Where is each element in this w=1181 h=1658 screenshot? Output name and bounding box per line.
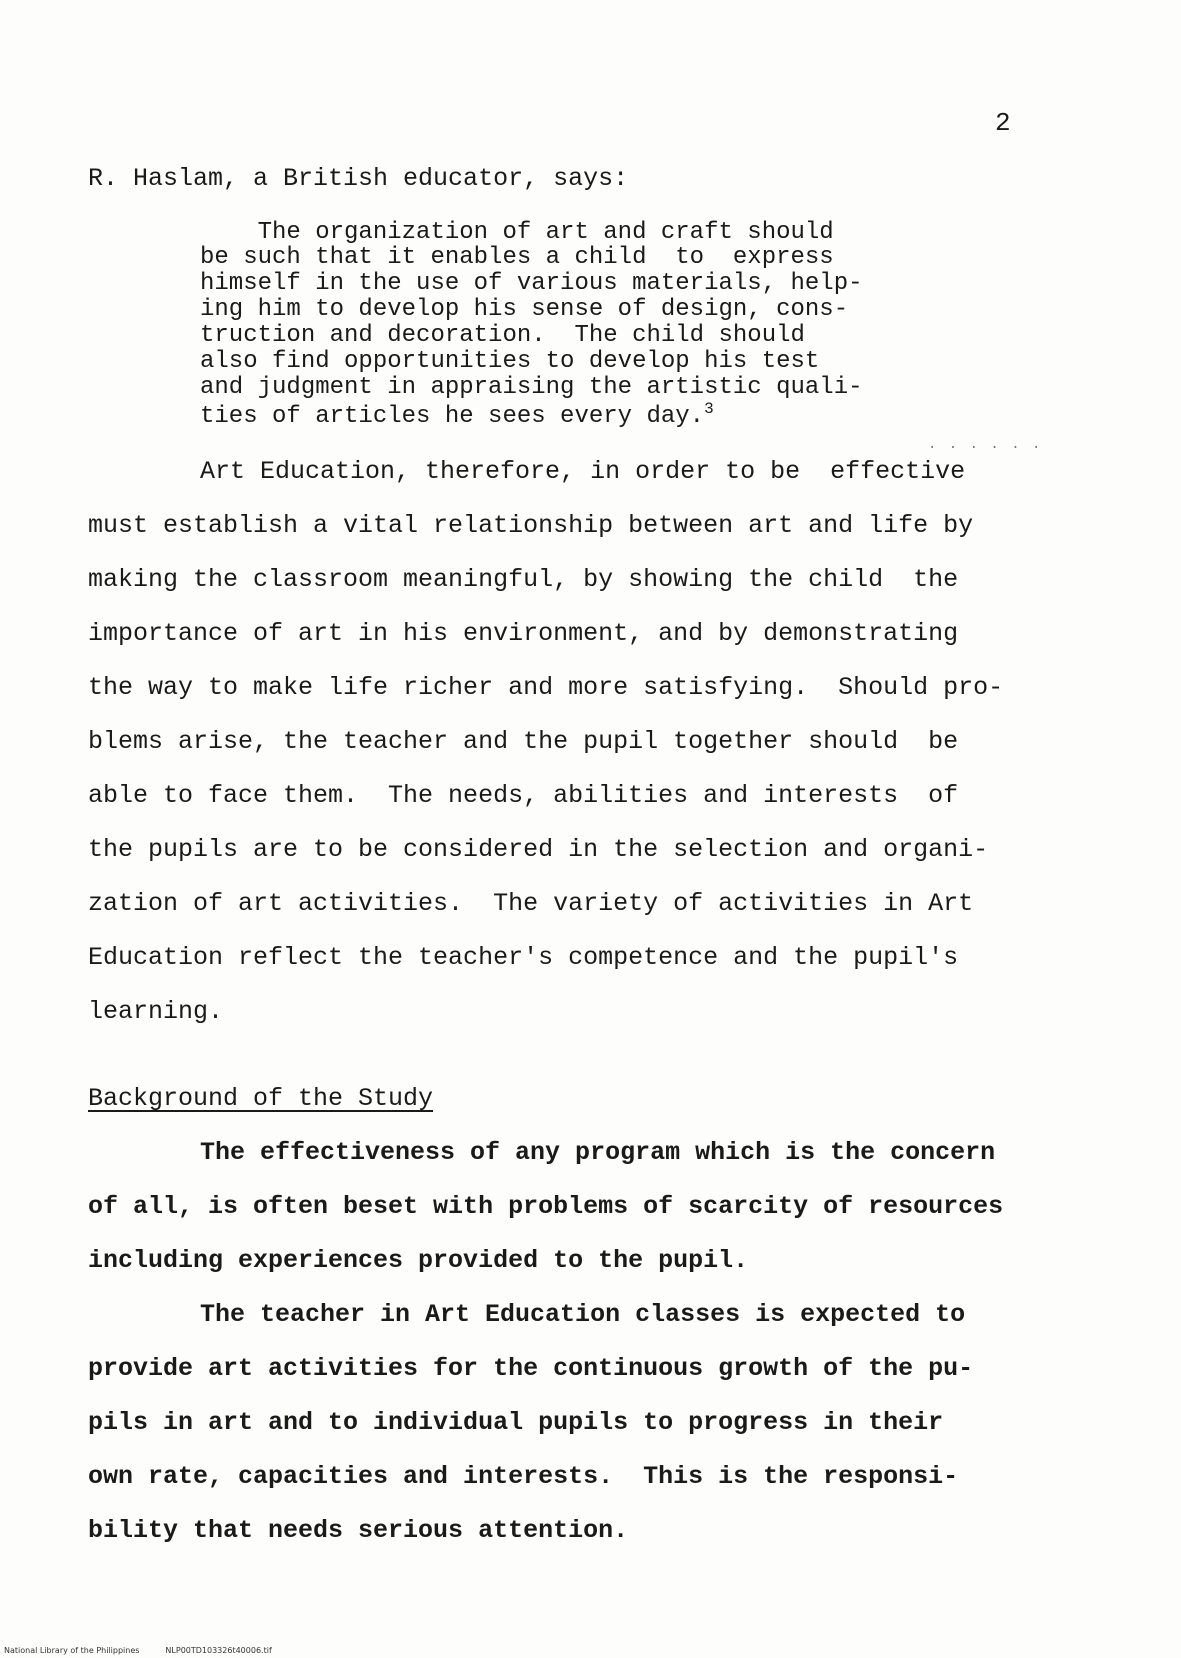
paragraph-line: pils in art and to individual pupils to progress in their bbox=[88, 1408, 944, 1437]
quote-line: truction and decoration. The child should bbox=[200, 322, 805, 349]
paragraph-line: Education reflect the teacher's competence and the pupil's bbox=[88, 943, 959, 972]
footer-file-id: NLP00TD103326t40006.tif bbox=[165, 1646, 272, 1655]
paragraph-line: own rate, capacities and interests. This is the responsi- bbox=[88, 1462, 959, 1491]
paragraph-line: Art Education, therefore, in order to be effective bbox=[200, 457, 966, 486]
paragraph-line: The effectiveness of any program which is the concern bbox=[200, 1138, 996, 1167]
quote-last-line bbox=[200, 400, 714, 430]
paragraph-line: importance of art in his environment, and by demonstrating bbox=[88, 619, 959, 648]
quote-line: also find opportunities to develop his test bbox=[200, 348, 820, 375]
paragraph-line: blems arise, the teacher and the pupil together should be bbox=[88, 727, 959, 756]
paragraph-line: must establish a vital relationship between art and life by bbox=[88, 511, 974, 540]
paragraph-line: the way to make life richer and more satisfying. Should pro- bbox=[88, 673, 1004, 702]
paragraph-line: learning. bbox=[88, 997, 224, 1026]
quote-line: be such that it enables a child to express bbox=[200, 244, 834, 271]
quote-line: himself in the use of various materials, help- bbox=[200, 270, 863, 297]
paragraph-line: of all, is often beset with problems of scarcity of resources bbox=[88, 1192, 1004, 1221]
paragraph-line: making the classroom meaningful, by showing the child the bbox=[88, 565, 959, 594]
paragraph-line: zation of art activities. The variety of activities in Art bbox=[88, 889, 974, 918]
quote-line: The organization of art and craft should bbox=[200, 219, 834, 246]
intro-line: R. Haslam, a British educator, says: bbox=[88, 164, 629, 193]
scan-dots: . . . . . . bbox=[928, 437, 1043, 453]
quote-line: and judgment in appraising the artistic quali- bbox=[200, 374, 863, 401]
paragraph-line: including experiences provided to the pupil. bbox=[88, 1246, 749, 1275]
paragraph-line: provide art activities for the continuous growth of the pu- bbox=[88, 1354, 974, 1383]
footer-library: National Library of the Philippines bbox=[4, 1646, 140, 1655]
paragraph-line: The teacher in Art Education classes is expected to bbox=[200, 1300, 966, 1329]
page-number: 2 bbox=[995, 108, 1011, 138]
quote-line: ties of articles he sees every day. bbox=[200, 403, 705, 430]
scan-footer bbox=[4, 1646, 272, 1655]
quote-line: ing him to develop his sense of design, cons- bbox=[200, 296, 849, 323]
section-heading: Background of the Study bbox=[88, 1084, 434, 1113]
paragraph-line: bility that needs serious attention. bbox=[88, 1516, 629, 1545]
footnote-ref: 3 bbox=[704, 400, 714, 418]
paragraph-line: the pupils are to be considered in the selection and organi- bbox=[88, 835, 989, 864]
paragraph-line: able to face them. The needs, abilities and interests of bbox=[88, 781, 959, 810]
